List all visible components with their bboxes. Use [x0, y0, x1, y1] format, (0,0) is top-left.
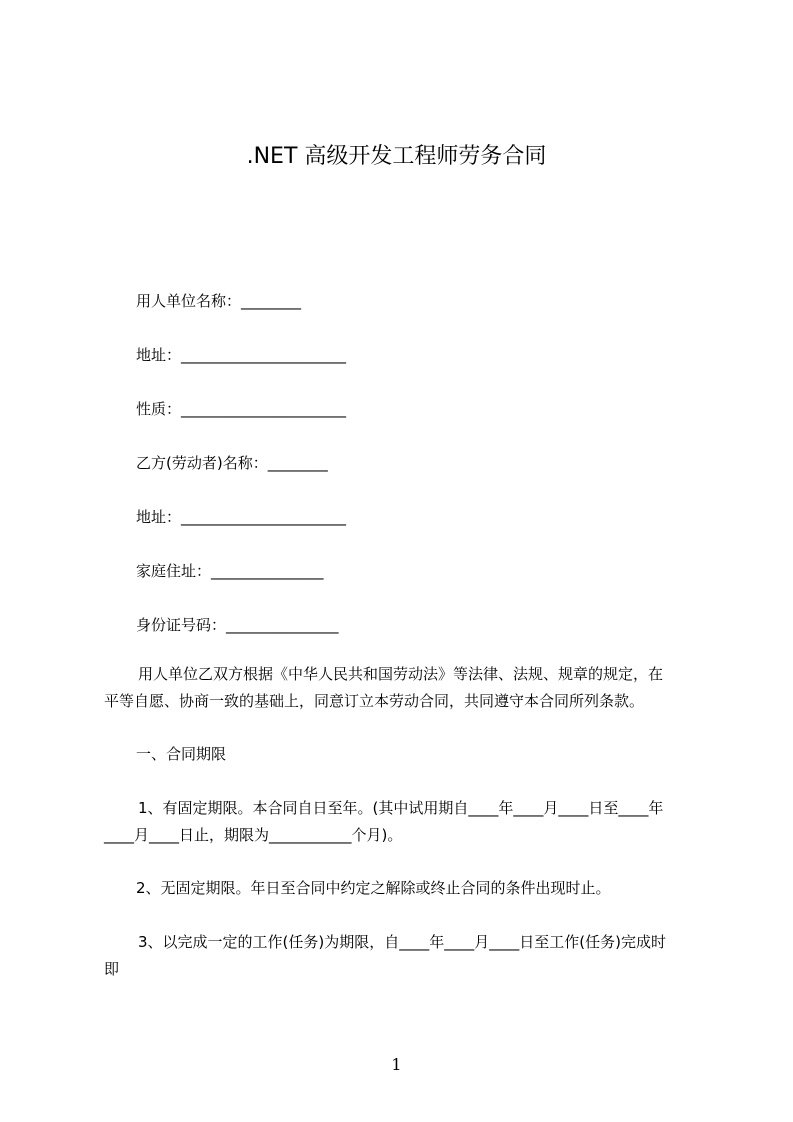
- home-address-field: 家庭住址：_______________: [136, 562, 324, 580]
- clause-3-line-1: 3、以完成一定的工作(任务)为期限，自____年____月____日至工作(任务)完成时: [138, 933, 666, 951]
- intro-paragraph-line-1: 用人单位乙双方根据《中华人民共和国劳动法》等法律、法规、规章的规定，在: [138, 665, 664, 683]
- employer-address-field: 地址：______________________: [136, 346, 347, 364]
- clause-1-line-1: 1、有固定期限。本合同自日至年。(其中试用期自____年____月____日至____年: [138, 799, 664, 817]
- page-number: 1: [391, 1055, 402, 1074]
- intro-paragraph-line-2: 平等自愿、协商一致的基础上，同意订立本劳动合同，共同遵守本合同所列条款。: [104, 692, 645, 710]
- clause-3-line-2: 即: [104, 960, 120, 978]
- clause-1-line-2: ____月____日止，期限为___________个月)。: [104, 826, 403, 844]
- clause-2: 2、无固定期限。年日至合同中约定之解除或终止合同的条件出现时止。: [136, 879, 611, 897]
- employer-name-field: 用人单位名称：________: [136, 292, 302, 310]
- employee-name-field: 乙方(劳动者)名称：________: [136, 454, 328, 472]
- id-number-field: 身份证号码：_______________: [136, 616, 339, 634]
- section-heading-contract-term: 一、合同期限: [136, 745, 227, 763]
- document-title: .NET 高级开发工程师劳务合同: [246, 144, 547, 169]
- employee-address-field: 地址：______________________: [136, 508, 347, 526]
- employer-nature-field: 性质：______________________: [136, 400, 347, 418]
